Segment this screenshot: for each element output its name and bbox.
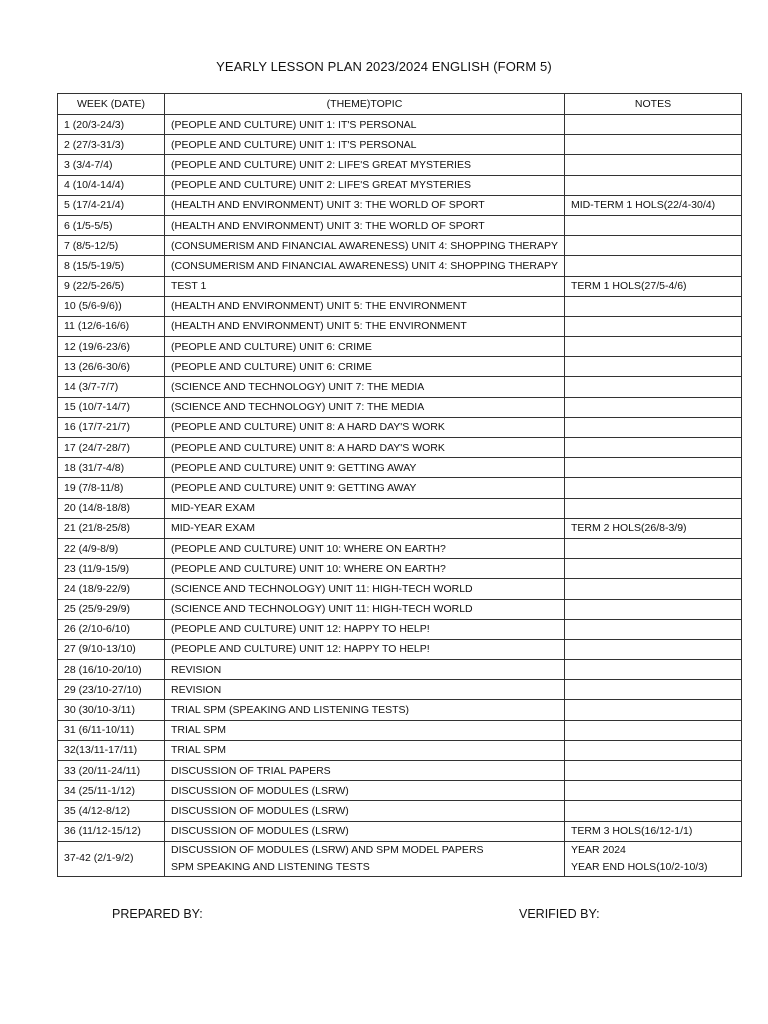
week-cell: 26 (2/10-6/10): [58, 619, 165, 639]
notes-cell: [565, 296, 742, 316]
topic-cell: TEST 1: [165, 276, 565, 296]
week-cell: 18 (31/7-4/8): [58, 458, 165, 478]
notes-cell: [565, 740, 742, 760]
week-cell: 13 (26/6-30/6): [58, 357, 165, 377]
topic-cell: TRIAL SPM (SPEAKING AND LISTENING TESTS): [165, 700, 565, 720]
topic-cell: [165, 841, 565, 876]
notes-cell: [565, 538, 742, 558]
week-cell: 5 (17/4-21/4): [58, 195, 165, 215]
week-cell: 33 (20/11-24/11): [58, 761, 165, 781]
table-body: [58, 115, 742, 877]
table-row: [58, 619, 742, 639]
week-cell: 15 (10/7-14/7): [58, 397, 165, 417]
topic-cell: (PEOPLE AND CULTURE) UNIT 6: CRIME: [165, 357, 565, 377]
week-cell: 11 (12/6-16/6): [58, 316, 165, 336]
table-row: [58, 256, 742, 276]
notes-cell: [565, 357, 742, 377]
topic-cell: (SCIENCE AND TECHNOLOGY) UNIT 11: HIGH-TECH WORLD: [165, 599, 565, 619]
week-cell: 12 (19/6-23/6): [58, 337, 165, 357]
week-cell: 30 (30/10-3/11): [58, 700, 165, 720]
page-title: YEARLY LESSON PLAN 2023/2024 ENGLISH (FORM 5): [216, 59, 552, 74]
table-row: [58, 276, 742, 296]
topic-cell: MID-YEAR EXAM: [165, 518, 565, 538]
topic-cell: TRIAL SPM: [165, 720, 565, 740]
table-row: [58, 377, 742, 397]
notes-cell: [565, 256, 742, 276]
header-week: WEEK (DATE): [58, 94, 165, 115]
notes-cell: [565, 498, 742, 518]
table-row: [58, 236, 742, 256]
notes-cell: [565, 700, 742, 720]
table-row: [58, 337, 742, 357]
week-cell: 37-42 (2/1-9/2): [58, 841, 165, 876]
topic-cell: (SCIENCE AND TECHNOLOGY) UNIT 11: HIGH-TECH WORLD: [165, 579, 565, 599]
topic-cell: (HEALTH AND ENVIRONMENT) UNIT 3: THE WORLD OF SPORT: [165, 215, 565, 235]
topic-cell: REVISION: [165, 680, 565, 700]
table-row: [58, 195, 742, 215]
table-row: [58, 417, 742, 437]
table-row: [58, 841, 742, 876]
week-cell: 3 (3/4-7/4): [58, 155, 165, 175]
table-row: [58, 559, 742, 579]
week-cell: 31 (6/11-10/11): [58, 720, 165, 740]
topic-cell: (HEALTH AND ENVIRONMENT) UNIT 5: THE ENVIRONMENT: [165, 296, 565, 316]
table-row: [58, 801, 742, 821]
topic-cell: (PEOPLE AND CULTURE) UNIT 8: A HARD DAY'S WORK: [165, 438, 565, 458]
notes-cell: [565, 660, 742, 680]
table-row: [58, 135, 742, 155]
week-cell: 24 (18/9-22/9): [58, 579, 165, 599]
notes-cell: [565, 680, 742, 700]
notes-cell: [565, 579, 742, 599]
notes-cell: [565, 115, 742, 135]
table-row: [58, 639, 742, 659]
table-row: [58, 215, 742, 235]
week-cell: 14 (3/7-7/7): [58, 377, 165, 397]
table-row: [58, 720, 742, 740]
notes-line: YEAR 2024: [571, 843, 626, 856]
topic-cell: (PEOPLE AND CULTURE) UNIT 1: IT'S PERSONAL: [165, 135, 565, 155]
topic-cell: DISCUSSION OF MODULES (LSRW): [165, 801, 565, 821]
topic-cell: (PEOPLE AND CULTURE) UNIT 1: IT'S PERSONAL: [165, 115, 565, 135]
table-row: [58, 155, 742, 175]
notes-cell: [565, 337, 742, 357]
notes-cell: [565, 175, 742, 195]
notes-cell: TERM 1 HOLS(27/5-4/6): [565, 276, 742, 296]
topic-cell: (HEALTH AND ENVIRONMENT) UNIT 5: THE ENVIRONMENT: [165, 316, 565, 336]
week-cell: 36 (11/12-15/12): [58, 821, 165, 841]
table-header-row: [58, 94, 742, 115]
table-row: [58, 478, 742, 498]
week-cell: 8 (15/5-19/5): [58, 256, 165, 276]
header-notes: NOTES: [565, 94, 742, 115]
table-row: [58, 498, 742, 518]
topic-cell: (PEOPLE AND CULTURE) UNIT 10: WHERE ON EARTH?: [165, 538, 565, 558]
notes-cell: [565, 781, 742, 801]
week-cell: 21 (21/8-25/8): [58, 518, 165, 538]
table-row: [58, 458, 742, 478]
topic-cell: DISCUSSION OF MODULES (LSRW): [165, 821, 565, 841]
table-row: [58, 538, 742, 558]
week-cell: 1 (20/3-24/3): [58, 115, 165, 135]
topic-cell: (PEOPLE AND CULTURE) UNIT 9: GETTING AWAY: [165, 458, 565, 478]
topic-cell: REVISION: [165, 660, 565, 680]
notes-cell: MID-TERM 1 HOLS(22/4-30/4): [565, 195, 742, 215]
week-cell: 20 (14/8-18/8): [58, 498, 165, 518]
notes-cell: TERM 3 HOLS(16/12-1/1): [565, 821, 742, 841]
topic-cell: (CONSUMERISM AND FINANCIAL AWARENESS) UNIT 4: SHOPPING THERAPY: [165, 256, 565, 276]
notes-cell: [565, 215, 742, 235]
notes-cell: [565, 377, 742, 397]
notes-cell: [565, 155, 742, 175]
notes-cell: [565, 135, 742, 155]
topic-cell: MID-YEAR EXAM: [165, 498, 565, 518]
topic-cell: (PEOPLE AND CULTURE) UNIT 6: CRIME: [165, 337, 565, 357]
table-row: [58, 296, 742, 316]
notes-cell: [565, 599, 742, 619]
table-row: [58, 700, 742, 720]
notes-cell: [565, 619, 742, 639]
header-topic: (THEME)TOPIC: [165, 94, 565, 115]
table-row: [58, 518, 742, 538]
topic-cell: (PEOPLE AND CULTURE) UNIT 2: LIFE'S GREAT MYSTERIES: [165, 155, 565, 175]
notes-cell: [565, 236, 742, 256]
topic-line: SPM SPEAKING AND LISTENING TESTS: [171, 860, 370, 873]
notes-cell: [565, 458, 742, 478]
notes-cell: [565, 720, 742, 740]
week-cell: 6 (1/5-5/5): [58, 215, 165, 235]
table-row: [58, 761, 742, 781]
table-row: [58, 660, 742, 680]
notes-cell: [565, 559, 742, 579]
topic-cell: (PEOPLE AND CULTURE) UNIT 9: GETTING AWAY: [165, 478, 565, 498]
notes-cell: [565, 417, 742, 437]
week-cell: 29 (23/10-27/10): [58, 680, 165, 700]
week-cell: 7 (8/5-12/5): [58, 236, 165, 256]
topic-cell: (PEOPLE AND CULTURE) UNIT 8: A HARD DAY'S WORK: [165, 417, 565, 437]
week-cell: 16 (17/7-21/7): [58, 417, 165, 437]
week-cell: 35 (4/12-8/12): [58, 801, 165, 821]
notes-cell: [565, 438, 742, 458]
topic-cell: (PEOPLE AND CULTURE) UNIT 10: WHERE ON EARTH?: [165, 559, 565, 579]
table-row: [58, 821, 742, 841]
notes-cell: [565, 397, 742, 417]
lesson-plan-table: [57, 93, 742, 877]
notes-cell: [565, 478, 742, 498]
topic-cell: DISCUSSION OF TRIAL PAPERS: [165, 761, 565, 781]
notes-cell: [565, 801, 742, 821]
week-cell: 32(13/11-17/11): [58, 740, 165, 760]
topic-cell: (PEOPLE AND CULTURE) UNIT 12: HAPPY TO HELP!: [165, 639, 565, 659]
week-cell: 28 (16/10-20/10): [58, 660, 165, 680]
table-row: [58, 438, 742, 458]
week-cell: 9 (22/5-26/5): [58, 276, 165, 296]
notes-cell: [565, 761, 742, 781]
week-cell: 10 (5/6-9/6)): [58, 296, 165, 316]
topic-cell: TRIAL SPM: [165, 740, 565, 760]
week-cell: 27 (9/10-13/10): [58, 639, 165, 659]
table-row: [58, 357, 742, 377]
topic-cell: (SCIENCE AND TECHNOLOGY) UNIT 7: THE MEDIA: [165, 377, 565, 397]
table-row: [58, 579, 742, 599]
week-cell: 19 (7/8-11/8): [58, 478, 165, 498]
table-row: [58, 115, 742, 135]
topic-cell: (HEALTH AND ENVIRONMENT) UNIT 3: THE WORLD OF SPORT: [165, 195, 565, 215]
week-cell: 4 (10/4-14/4): [58, 175, 165, 195]
table-row: [58, 680, 742, 700]
verified-by-label: VERIFIED BY:: [519, 907, 600, 921]
notes-cell: [565, 639, 742, 659]
week-cell: 23 (11/9-15/9): [58, 559, 165, 579]
table-row: [58, 316, 742, 336]
table-row: [58, 397, 742, 417]
topic-cell: (SCIENCE AND TECHNOLOGY) UNIT 7: THE MEDIA: [165, 397, 565, 417]
topic-cell: (PEOPLE AND CULTURE) UNIT 2: LIFE'S GREAT MYSTERIES: [165, 175, 565, 195]
table-row: [58, 599, 742, 619]
table-row: [58, 175, 742, 195]
table-row: [58, 740, 742, 760]
week-cell: 25 (25/9-29/9): [58, 599, 165, 619]
week-cell: 22 (4/9-8/9): [58, 538, 165, 558]
topic-cell: (CONSUMERISM AND FINANCIAL AWARENESS) UNIT 4: SHOPPING THERAPY: [165, 236, 565, 256]
table-row: [58, 781, 742, 801]
week-cell: 17 (24/7-28/7): [58, 438, 165, 458]
week-cell: 2 (27/3-31/3): [58, 135, 165, 155]
notes-cell: TERM 2 HOLS(26/8-3/9): [565, 518, 742, 538]
prepared-by-label: PREPARED BY:: [112, 907, 203, 921]
notes-cell: [565, 841, 742, 876]
notes-line: YEAR END HOLS(10/2-10/3): [571, 860, 708, 873]
topic-line: DISCUSSION OF MODULES (LSRW) AND SPM MODEL PAPERS: [171, 843, 484, 856]
week-cell: 34 (25/11-1/12): [58, 781, 165, 801]
topic-cell: (PEOPLE AND CULTURE) UNIT 12: HAPPY TO HELP!: [165, 619, 565, 639]
topic-cell: DISCUSSION OF MODULES (LSRW): [165, 781, 565, 801]
notes-cell: [565, 316, 742, 336]
